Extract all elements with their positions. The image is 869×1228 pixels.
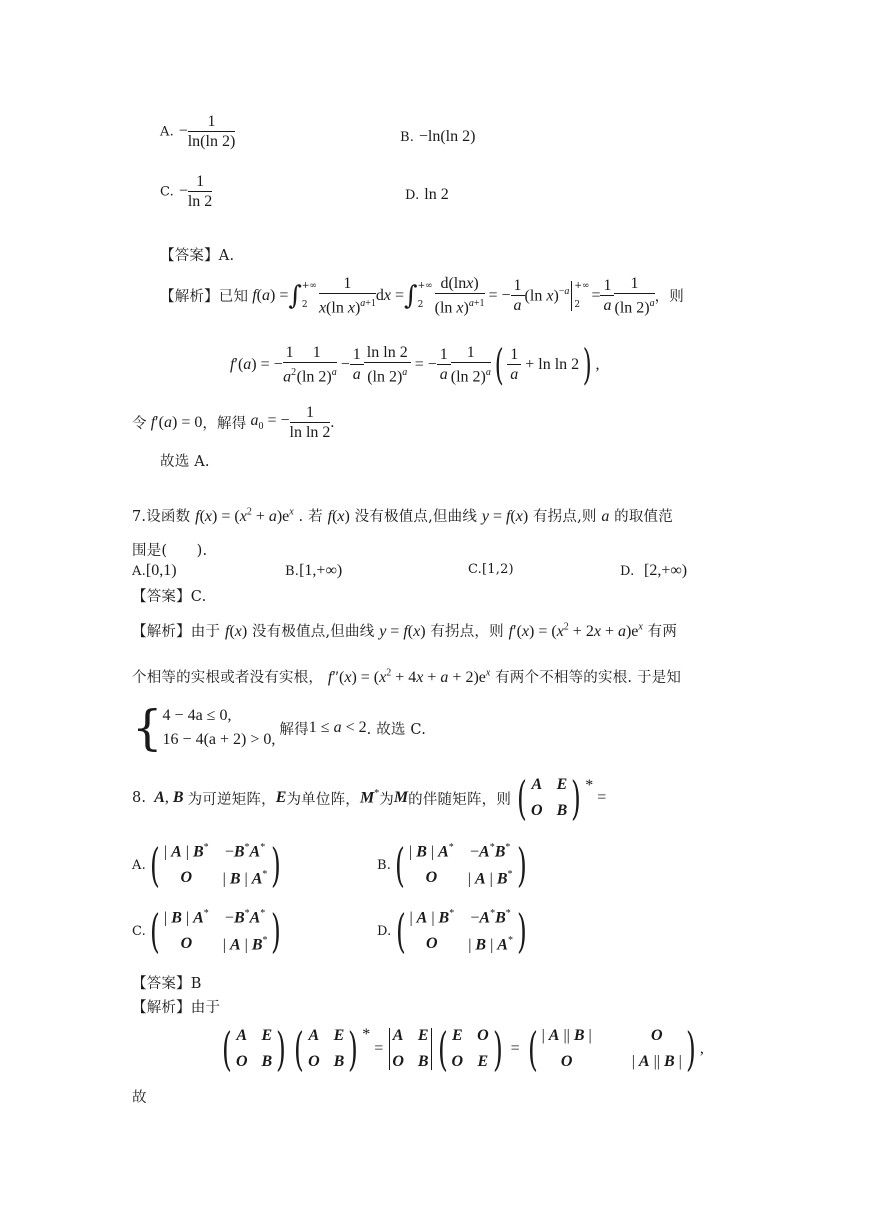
fraction: $\frac{1}{\ln 2}$ — [187, 173, 213, 210]
q8-analysis-label: 【解析】由于 — [132, 1000, 221, 1016]
q6-answer: 【答案】A. — [160, 248, 235, 264]
fraction: $\frac{1}{\ln(\ln 2)}$ — [187, 113, 236, 150]
q6-analysis-line1: 【解析】已知 f(a) = ∫ +∞ 2 $\frac{1}{x(\ln x)^{a+1}}$ dx = ∫ +∞ 2 $\frac{d(\ln x)}{(\ln x)^{a+1}}$ = − $\frac{1}{a}$ (ln x)$^{-a}$ +∞ 2 = $\frac{1}{a}$ $\frac{1}{(\ln 2)^a}$ ，则 — [160, 275, 684, 317]
q7-analysis-line2: 个相等的实根或者没有实根， $f''(x) = (x^2 + 4x + a + 2)e^x$ 有两个不相等的实根. 于是知 — [132, 667, 682, 686]
q6-conclusion: 故选 A. — [160, 454, 210, 470]
q7-stem-line2: 围是( ). — [132, 543, 208, 559]
q6-solve-line: 令 f′(a) = 0 ，解得 $a_0$ = − $\frac{1}{\text{ln ln 2}}$ . — [132, 404, 335, 441]
q7-option-a: A.[0,1) — [132, 562, 177, 579]
q8-option-b: B. ( | B | A* −A*B* O | A | B* ) — [377, 838, 527, 893]
q8-answer: 【答案】B — [132, 976, 202, 992]
q7-option-b: B.[1,+∞) — [285, 562, 343, 579]
q7-answer: 【答案】C. — [132, 589, 207, 605]
q8-option-a: A. ( | A | B* −B*A* O | B | A* ) — [132, 838, 282, 893]
q6-option-b: B. −ln(ln 2) — [400, 128, 476, 145]
q7-analysis-line1: 【解析】由于 f(x) 没有极值点,但曲线 y = f(x) 有拐点，则 $f'(x) = (x^2 + 2x + a)e^x$ 有两 — [132, 621, 678, 640]
q7-option-d: D. [2,+∞) — [620, 562, 688, 579]
q8-gu: 故 — [132, 1090, 147, 1106]
q6-derivative-line: f′(a) = − $\frac{1}{a^2}$ $\frac{1}{(\ln 2)^a}$ − $\frac{1}{a}$ $\frac{\text{ln ln 2}}{(\ln 2)^a}$ = − $\frac{1}{a}$ $\frac{1}{(\ln 2)^a}$ ( $\frac{1}{a}$ + ln ln 2 ) , — [230, 339, 600, 389]
q8-stem: 8. A, B 为可逆矩阵， E 为单位阵， M* 为 M 的伴随矩阵，则 ( A E O B ) * = — [132, 771, 607, 825]
q6-option-c: C. − $\frac{1}{\ln 2}$ — [160, 173, 213, 210]
q8-option-c: C. ( | B | A* −B*A* O | A | B* ) — [132, 904, 282, 959]
q8-analysis-equation: ( A E O B ) ( A E O B ) * = A E O B ( E O O E ) = ( | A || B | O O | A || B | ) , — [222, 1022, 704, 1076]
q7-option-c: C.[1,2) — [468, 562, 514, 577]
q8-option-d: D. ( | A | B* −A*B* O | B | A* ) — [377, 904, 527, 959]
option-label: A. — [160, 124, 174, 140]
q6-option-a: A. − $\frac{1}{\ln(\ln 2)}$ — [160, 113, 236, 150]
q7-stem-line1: 7.设函数 $f(x) = (x^2 + a)e^x$ . 若 f(x) 没有极值点,但曲线 y = f(x) 有拐点,则 a 的取值范 — [132, 506, 673, 525]
q7-system: { 4 − 4a ≤ 0, 16 − 4(a + 2) > 0, 解得 1 ≤ a < 2 . 故选 C. — [132, 700, 427, 756]
q6-option-d: D. ln 2 — [405, 186, 449, 203]
